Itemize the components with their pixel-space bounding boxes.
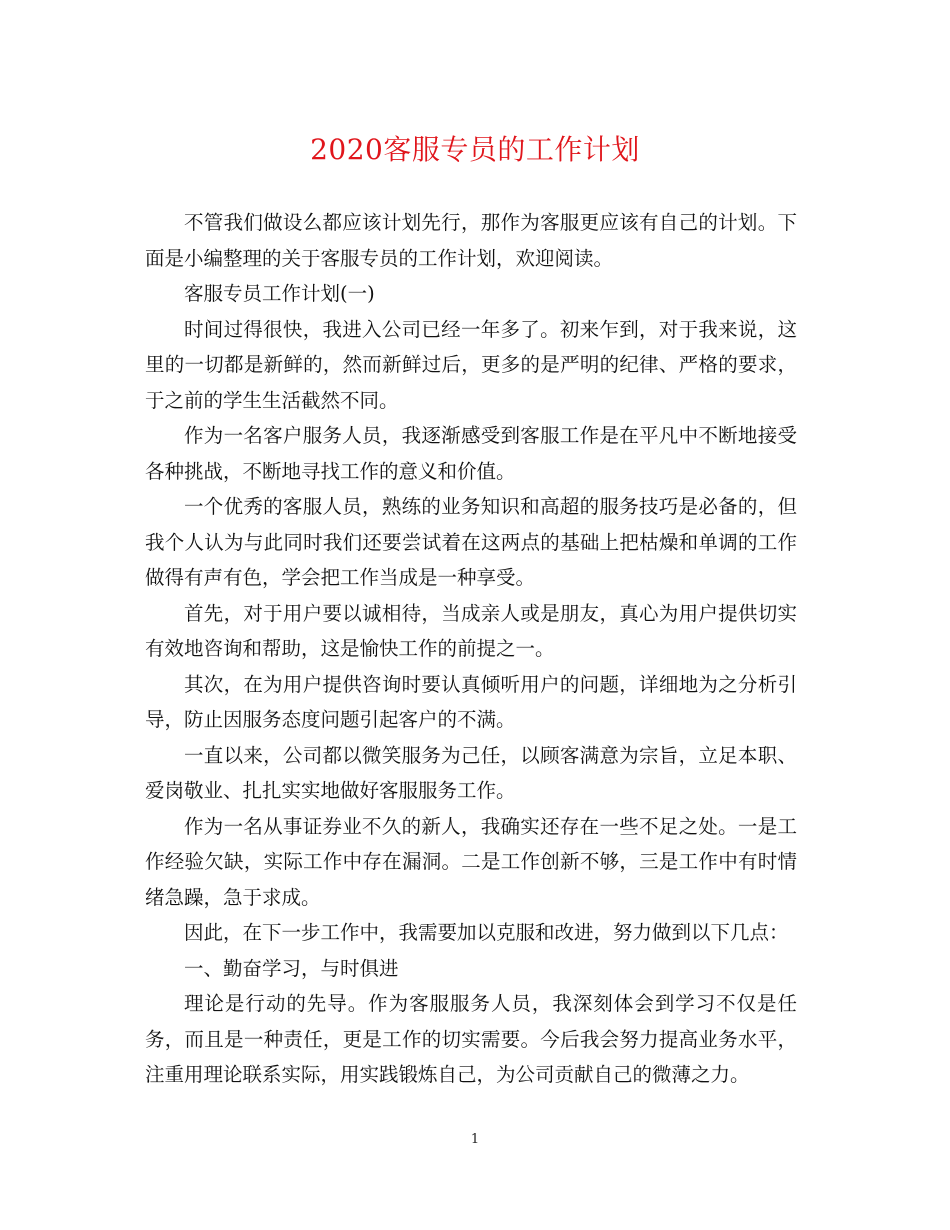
document-body — [145, 205, 797, 1093]
paragraph: 因此，在下一步工作中，我需要加以克服和改进，努力做到以下几点： — [184, 921, 789, 944]
subheading-study: 一、勤奋学习，与时俱进 — [184, 956, 399, 980]
section-heading-plan-one: 客服专员工作计划(一) — [184, 282, 375, 305]
paragraph: 其次，在为用户提供咨询时要认真倾听用户的问题，详细地为之分析引导，防止因服务态度问题引起客户的不满。 — [145, 672, 797, 731]
paragraph: 时间过得很快，我进入公司已经一年多了。初来乍到，对于我来说，这里的一切都是新鲜的，然而新鲜过后，更多的是严明的纪律、严格的要求，于之前的学生生活截然不同。 — [145, 317, 797, 412]
paragraph: 作为一名从事证券业不久的新人，我确实还存在一些不足之处。一是工作经验欠缺，实际工作中存在漏洞。二是工作创新不够，三是工作中有时情绪急躁，急于求成。 — [145, 814, 797, 909]
paragraph: 作为一名客户服务人员，我逐渐感受到客服工作是在平凡中不断地接受各种挑战，不断地寻找工作的意义和价值。 — [145, 424, 797, 483]
paragraph-intro: 不管我们做设么都应该计划先行，那作为客服更应该有自己的计划。下面是小编整理的关于客服专员的工作计划，欢迎阅读。 — [145, 211, 797, 270]
document-title: 2020客服专员的工作计划 — [310, 133, 640, 166]
paragraph: 理论是行动的先导。作为客服服务人员，我深刻体会到学习不仅是任务，而且是一种责任，更是工作的切实需要。今后我会努力提高业务水平，注重用理论联系实际，用实践锻炼自己，为公司贡献自己的微薄之力。 — [145, 992, 797, 1086]
paragraph: 一直以来，公司都以微笑服务为己任，以顾客满意为宗旨，立足本职、爱岗敬业、扎扎实实地做好客服服务工作。 — [145, 743, 797, 802]
paragraph: 首先，对于用户要以诚相待，当成亲人或是朋友，真心为用户提供切实有效地咨询和帮助，这是愉快工作的前提之一。 — [145, 601, 797, 660]
page-number: 1 — [470, 1132, 480, 1147]
paragraph: 一个优秀的客服人员，熟练的业务知识和高超的服务技巧是必备的，但我个人认为与此同时我们还要尝试着在这两点的基础上把枯燥和单调的工作做得有声有色，学会把工作当成是一种享受。 — [145, 495, 797, 589]
